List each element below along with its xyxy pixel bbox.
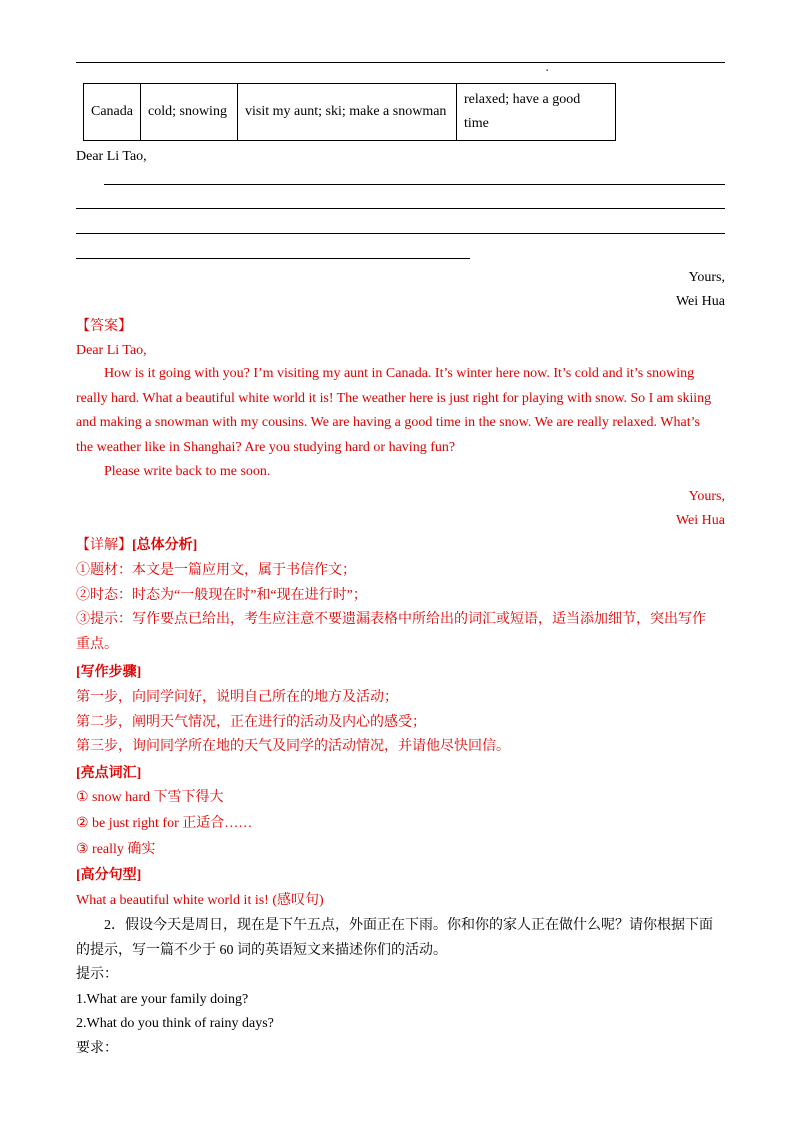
answer-line: How is it going with you? I’m visiting my aunt in Canada. It’s winter here now. It’s cold and it’s snowing bbox=[104, 366, 695, 381]
table-cell-activities: visit my aunt; ski; make a snowman bbox=[238, 84, 457, 141]
steps-title: [写作步骤] bbox=[76, 665, 142, 680]
question-line: 的提示，写一篇不少于 60 词的英语短文来描述你们的活动。 bbox=[76, 942, 447, 958]
letter-signature: Wei Hua bbox=[675, 294, 725, 309]
question-2 bbox=[76, 914, 736, 1061]
answer-greeting: Dear Li Tao, bbox=[76, 343, 147, 358]
answer-line: really hard. What a beautiful white world it is! The weather here is just right for playing with snow. So I am skiing bbox=[76, 390, 712, 406]
writing-steps bbox=[76, 686, 510, 760]
vocab-item: ③ really 确实 bbox=[76, 842, 156, 857]
writing-line bbox=[76, 233, 725, 234]
header-rule bbox=[76, 62, 725, 63]
step-item: 第一步，向同学问好，说明自己所在的地方及活动； bbox=[76, 690, 398, 705]
letter-closing: Yours, bbox=[688, 270, 725, 285]
tip-item: 2.What do you think of rainy days? bbox=[76, 1016, 274, 1031]
analysis-item: ②时态：时态为“一般现在时”和“现在进行时”； bbox=[76, 587, 367, 603]
info-table bbox=[83, 83, 616, 141]
answer-closing-line: Please write back to me soon. bbox=[104, 464, 271, 479]
sentence-example: What a beautiful white world it is! (感叹句) bbox=[76, 893, 324, 908]
analysis-item: ③提示：写作要点已给出，考生应注意不要遗漏表格中所给出的词汇或短语，适当添加细节，突出写作 bbox=[76, 612, 706, 628]
writing-line bbox=[104, 184, 725, 185]
tips-label: 提示： bbox=[76, 967, 118, 982]
requirements-label: 要求： bbox=[76, 1040, 118, 1056]
overall-analysis bbox=[76, 559, 736, 657]
analysis-item: 重点。 bbox=[76, 636, 118, 652]
table-cell-feelings: relaxed; have a good time bbox=[457, 84, 616, 141]
step-item: 第三步，询问同学所在地的天气及同学的活动情况，并请他尽快回信。 bbox=[76, 739, 510, 754]
letter-greeting: Dear Li Tao, bbox=[76, 149, 147, 164]
analysis-item: ①题材：本文是一篇应用文，属于书信作文； bbox=[76, 563, 356, 578]
overall-title: [总体分析] bbox=[132, 538, 198, 553]
explain-heading bbox=[76, 534, 197, 558]
answer-line: the weather like in Shanghai? Are you studying hard or having fun? bbox=[76, 439, 456, 455]
tip-item: 1.What are your family doing? bbox=[76, 991, 249, 1007]
answer-line: and making a snowman with my cousins. We are having a good time in the snow. We are really relaxed. What’s bbox=[76, 415, 700, 430]
step-item: 第二步，阐明天气情况，正在进行的活动及内心的感受； bbox=[76, 714, 426, 730]
vocab-item: ② be just right for 正适合…… bbox=[76, 816, 253, 831]
vocab-list bbox=[76, 785, 252, 863]
vocab-item: ① snow hard 下雪下得大 bbox=[76, 790, 224, 805]
question-line: 2．假设今天是周日，现在是下午五点，外面正在下雨。你和你的家人正在做什么呢？请你根据下面 bbox=[104, 918, 713, 933]
table-row bbox=[84, 84, 616, 141]
header-dot: ▪ bbox=[546, 68, 549, 74]
answer-signature: Wei Hua bbox=[675, 513, 725, 528]
sentence-title: [高分句型] bbox=[76, 868, 142, 883]
answer-heading: 【答案】 bbox=[76, 319, 132, 334]
vocab-title: [亮点词汇] bbox=[76, 766, 142, 781]
writing-line bbox=[76, 258, 470, 259]
table-cell-weather: cold; snowing bbox=[141, 84, 238, 141]
table-cell-place: Canada bbox=[84, 84, 141, 141]
answer-closing: Yours, bbox=[688, 489, 725, 504]
writing-line bbox=[76, 208, 725, 209]
answer-body bbox=[76, 362, 736, 485]
explain-label: 【详解】 bbox=[76, 538, 132, 553]
